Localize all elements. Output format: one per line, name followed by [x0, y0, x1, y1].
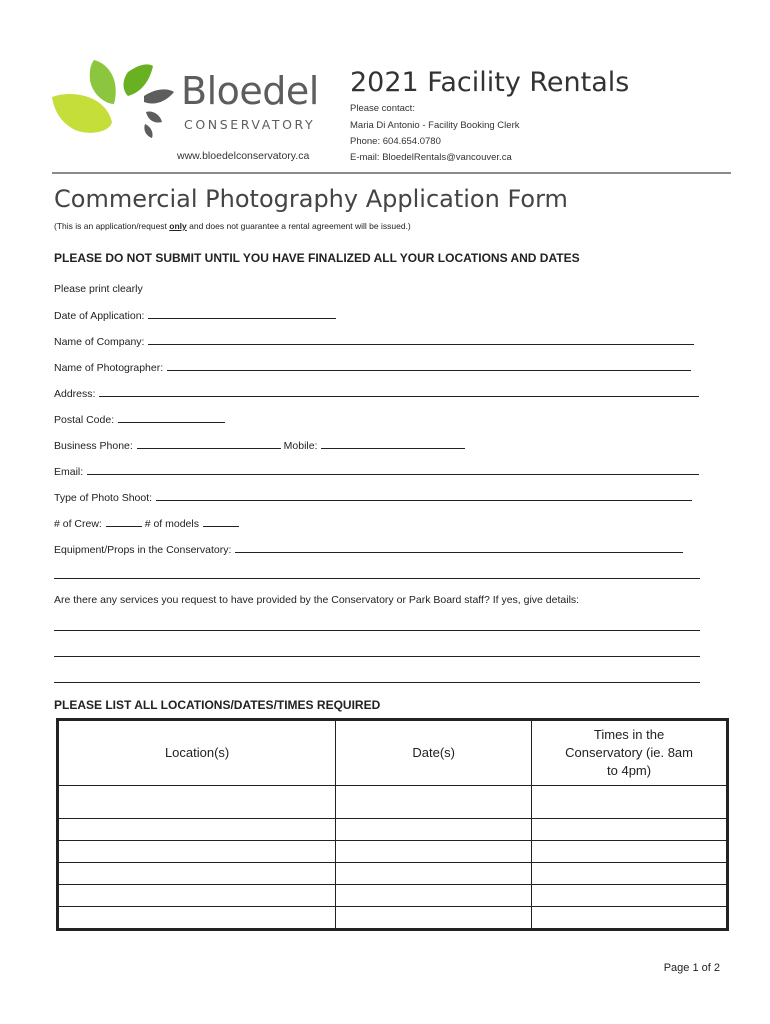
time-cell[interactable] [532, 907, 728, 930]
table-row [58, 819, 728, 841]
contact-phone: Phone: 604.654.0780 [350, 136, 441, 147]
location-cell[interactable] [58, 786, 336, 819]
col-location: Location(s) [58, 720, 336, 786]
date-blank[interactable] [148, 308, 336, 319]
website-url: www.bloedelconservatory.ca [177, 150, 310, 162]
header-divider [52, 172, 731, 174]
date-cell[interactable] [336, 885, 532, 907]
location-cell[interactable] [58, 819, 336, 841]
crew-label: # of Crew: [54, 518, 102, 530]
brand-subtitle: CONSERVATORY [184, 117, 316, 132]
contact-name: Maria Di Antonio - Facility Booking Clerk [350, 120, 520, 131]
location-cell[interactable] [58, 841, 336, 863]
services-question: Are there any services you request to have provided by the Conservatory or Park Board staff? If yes, give details: [54, 594, 580, 606]
crew-blank[interactable] [106, 516, 142, 527]
date-cell[interactable] [336, 819, 532, 841]
brand-name: Bloedel [181, 69, 319, 113]
email-blank[interactable] [87, 464, 699, 475]
shoot-type-label: Type of Photo Shoot: [54, 492, 153, 504]
models-blank[interactable] [203, 516, 239, 527]
services-line-3[interactable] [54, 682, 700, 683]
location-cell[interactable] [58, 863, 336, 885]
postal-label: Postal Code: [54, 414, 115, 426]
table-row [58, 885, 728, 907]
date-cell[interactable] [336, 841, 532, 863]
address-field [54, 386, 699, 400]
shoot-type-blank[interactable] [156, 490, 692, 501]
company-blank[interactable] [148, 334, 694, 345]
date-cell[interactable] [336, 907, 532, 930]
time-cell[interactable] [532, 841, 728, 863]
email-field [54, 464, 699, 478]
equipment-extra-line[interactable] [54, 578, 700, 579]
shoot-type-field [54, 490, 692, 504]
services-line-2[interactable] [54, 656, 700, 657]
business-phone-blank[interactable] [137, 438, 281, 449]
equipment-blank[interactable] [235, 542, 683, 553]
postal-blank[interactable] [118, 412, 225, 423]
date-cell[interactable] [336, 786, 532, 819]
bloedel-logo-icon [50, 52, 180, 142]
time-cell[interactable] [532, 786, 728, 819]
address-label: Address: [54, 388, 96, 400]
table-header-row [58, 720, 728, 786]
services-line-1[interactable] [54, 630, 700, 631]
address-blank[interactable] [99, 386, 699, 397]
time-cell[interactable] [532, 819, 728, 841]
print-instruction: Please print clearly [54, 283, 143, 295]
crew-field [54, 516, 239, 530]
table-row [58, 863, 728, 885]
location-cell[interactable] [58, 907, 336, 930]
date-cell[interactable] [336, 863, 532, 885]
company-label: Name of Company: [54, 336, 145, 348]
equipment-label: Equipment/Props in the Conservatory: [54, 544, 232, 556]
date-label: Date of Application: [54, 310, 145, 322]
table-row [58, 841, 728, 863]
business-phone-label: Business Phone: [54, 440, 133, 452]
rentals-title: 2021 Facility Rentals [350, 67, 630, 98]
col-dates: Date(s) [336, 720, 532, 786]
email-label: Email: [54, 466, 84, 478]
photographer-blank[interactable] [167, 360, 691, 371]
locations-heading: PLEASE LIST ALL LOCATIONS/DATES/TIMES REQUIRED [54, 698, 381, 712]
contact-intro: Please contact: [350, 103, 415, 114]
contact-email: E-mail: BloedelRentals@vancouver.ca [350, 152, 512, 163]
date-field [54, 308, 336, 322]
photographer-label: Name of Photographer: [54, 362, 164, 374]
form-note: (This is an application/request only and does not guarantee a rental agreement will be issued.) [54, 221, 411, 231]
photographer-field [54, 360, 691, 374]
table-row [58, 786, 728, 819]
mobile-label: Mobile: [283, 440, 318, 452]
form-title: Commercial Photography Application Form [54, 185, 568, 213]
time-cell[interactable] [532, 885, 728, 907]
location-cell[interactable] [58, 885, 336, 907]
company-field [54, 334, 694, 348]
phone-field [54, 438, 465, 452]
submit-warning: PLEASE DO NOT SUBMIT UNTIL YOU HAVE FINALIZED ALL YOUR LOCATIONS AND DATES [54, 251, 580, 265]
mobile-blank[interactable] [321, 438, 465, 449]
models-label: # of models [144, 518, 199, 530]
time-cell[interactable] [532, 863, 728, 885]
page-number: Page 1 of 2 [663, 962, 720, 974]
locations-table [56, 718, 729, 931]
postal-field [54, 412, 225, 426]
table-row [58, 907, 728, 930]
equipment-field [54, 542, 683, 556]
col-times: Times in the Conservatory (ie. 8am to 4pm) [532, 720, 728, 786]
